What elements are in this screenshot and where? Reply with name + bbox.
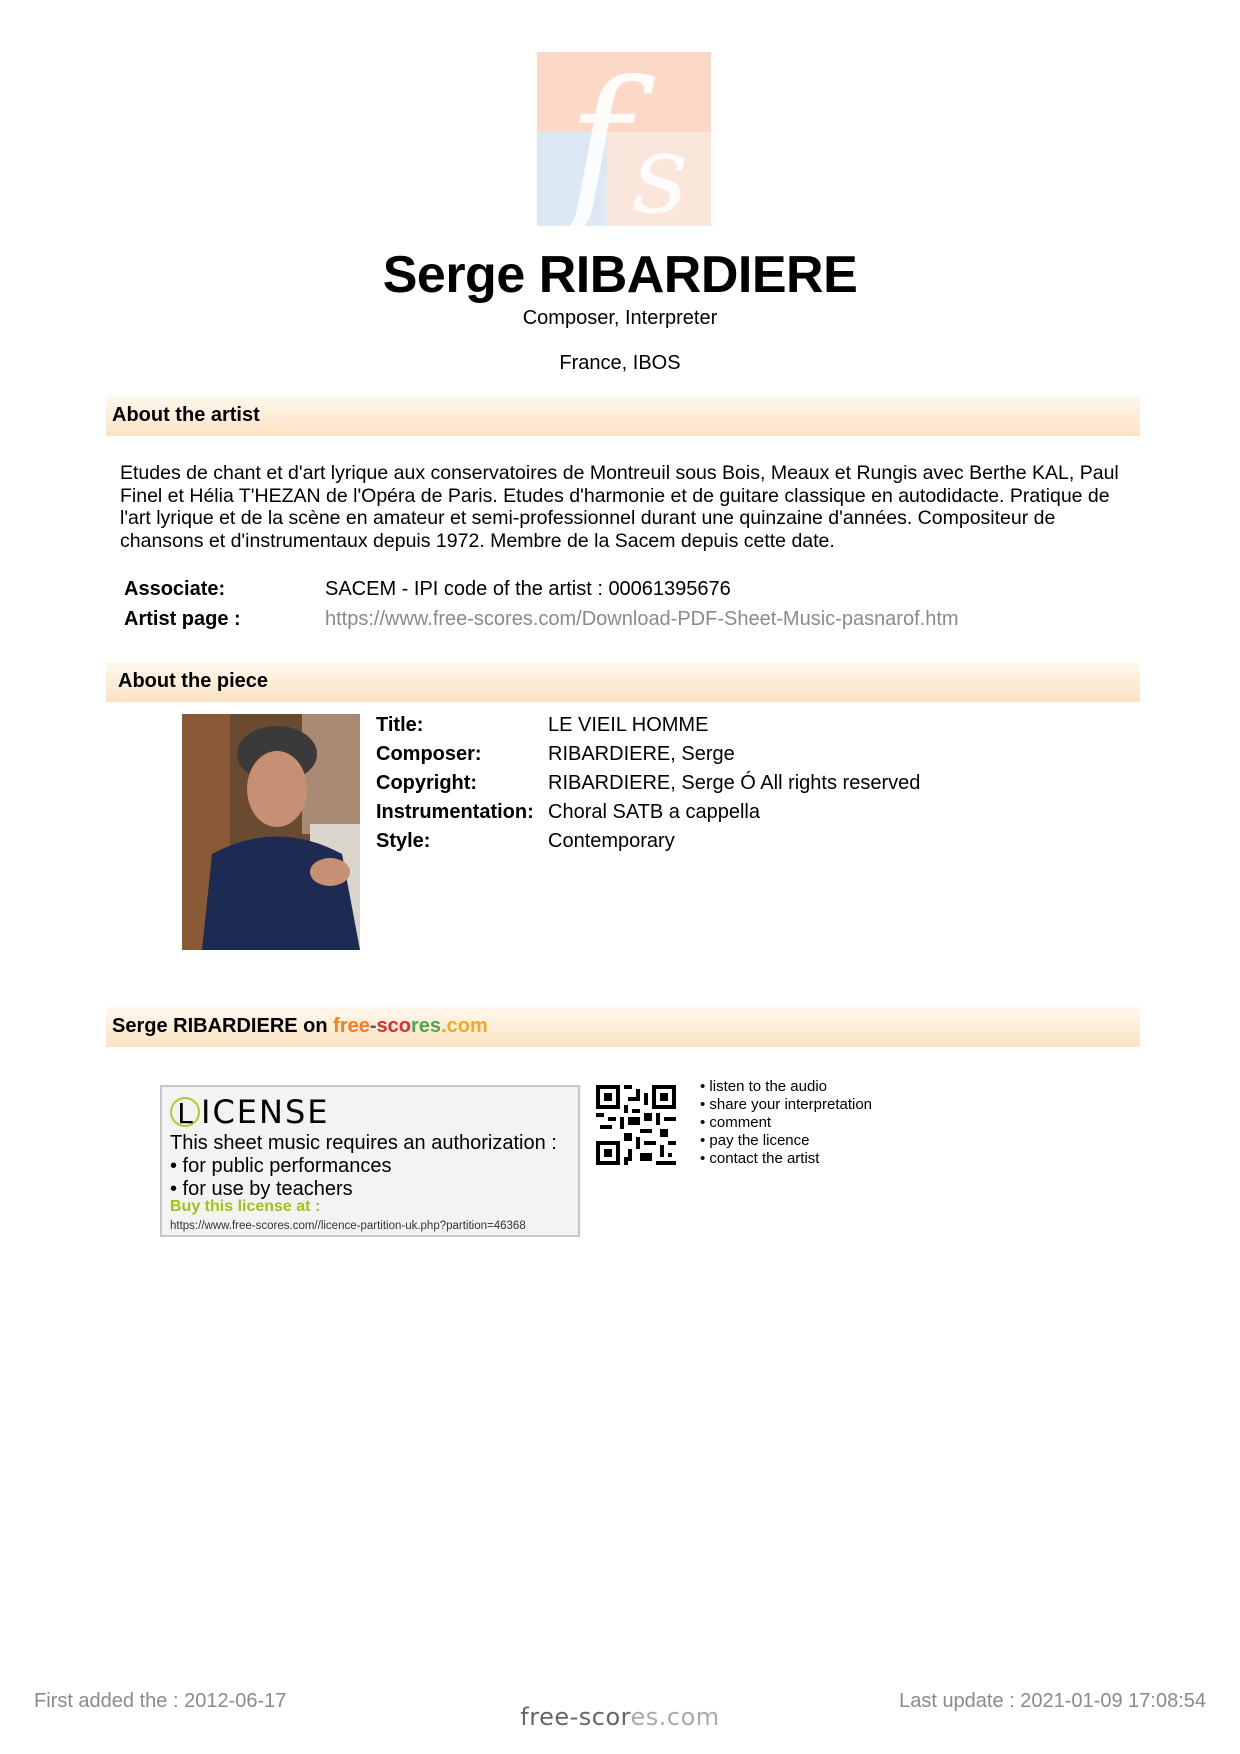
- on-free-scores-prefix: Serge RIBARDIERE on: [112, 1015, 334, 1037]
- brand-dotcom: .com: [441, 1015, 488, 1037]
- feature-item: • contact the artist: [700, 1150, 820, 1167]
- feature-item: • comment: [700, 1114, 772, 1131]
- about-piece-heading: About the piece: [106, 662, 1140, 702]
- brand-r: r: [411, 1015, 419, 1037]
- license-box: [160, 1085, 580, 1237]
- qr-code-icon: [596, 1085, 676, 1165]
- license-title: [170, 1093, 329, 1131]
- license-line-1: This sheet music requires an authorization :: [170, 1132, 557, 1154]
- license-text: [170, 1132, 557, 1201]
- svg-text:s: s: [632, 110, 689, 226]
- features-list: [700, 1078, 872, 1168]
- artist-name: Serge RIBARDIERE: [382, 246, 858, 304]
- associate-value: SACEM - IPI code of the artist : 00061395676: [325, 578, 731, 600]
- license-title-rest: ICENSE: [201, 1093, 330, 1131]
- on-free-scores-heading: [106, 1007, 1140, 1047]
- brand-sc: sc: [376, 1015, 399, 1037]
- composer-value: RIBARDIERE, Serge: [548, 743, 735, 765]
- license-initial-circle: L: [170, 1097, 200, 1127]
- title-value: LE VIEIL HOMME: [548, 714, 709, 736]
- title-label: Title:: [376, 714, 424, 736]
- artist-bio: Etudes de chant et d'art lyrique aux conservatoires de Montreuil sous Bois, Meaux et Rungis avec Berthe KAL, Paul Finel et Hélia T'HEZAN de l'Opéra de Paris. Etudes d'harmonie et de guitare classique en autodidacte. Pratique de l'art lyrique et de la scène en amateur et semi-professionnel durant une quinzaine d'années. Compositeur de chansons et d'instrumentaux depuis 1972. Membre de la Sacem depuis cette date.: [120, 462, 1119, 552]
- copyright-value: RIBARDIERE, Serge Ó All rights reserved: [548, 772, 921, 794]
- about-artist-heading: About the artist: [106, 396, 1140, 436]
- first-added-date: First added the : 2012-06-17: [34, 1690, 287, 1712]
- artist-roles: Composer, Interpreter: [522, 307, 718, 329]
- brand-es: es: [418, 1015, 442, 1037]
- buy-license-label: Buy this license at :: [170, 1198, 321, 1215]
- copyright-label: Copyright:: [376, 772, 478, 794]
- footer-logo-scor: scor: [578, 1703, 631, 1731]
- instrumentation-value: Choral SATB a cappella: [548, 801, 760, 823]
- footer-logo-com: .com: [658, 1703, 720, 1731]
- brand-dash: -: [369, 1015, 377, 1037]
- instrumentation-label: Instrumentation:: [376, 801, 534, 823]
- svg-text:f: f: [567, 52, 630, 226]
- artist-location: France, IBOS: [559, 352, 681, 374]
- license-line-3: • for use by teachers: [170, 1178, 353, 1200]
- artist-page-label: Artist page :: [124, 608, 241, 630]
- style-label: Style:: [376, 830, 431, 852]
- artist-page-link[interactable]: https://www.free-scores.com/Download-PDF-Sheet-Music-pasnarof.htm: [325, 608, 959, 630]
- feature-item: • pay the licence: [700, 1132, 810, 1149]
- footer-logo-es: es: [630, 1703, 659, 1731]
- associate-label: Associate:: [124, 578, 226, 600]
- license-line-2: • for public performances: [170, 1155, 392, 1177]
- composer-label: Composer:: [376, 743, 482, 765]
- feature-item: • share your interpretation: [700, 1096, 873, 1113]
- footer-logo-free: free-: [520, 1703, 579, 1731]
- last-update-date: Last update : 2021-01-09 17:08:54: [899, 1690, 1206, 1712]
- license-url[interactable]: https://www.free-scores.com//licence-partition-uk.php?partition=46368: [170, 1220, 526, 1232]
- free-scores-logo: [537, 52, 711, 226]
- artist-photo: [182, 714, 360, 950]
- brand-free: free: [333, 1015, 370, 1037]
- feature-item: • listen to the audio: [700, 1078, 828, 1095]
- brand-o: o: [398, 1015, 411, 1037]
- style-value: Contemporary: [548, 830, 675, 852]
